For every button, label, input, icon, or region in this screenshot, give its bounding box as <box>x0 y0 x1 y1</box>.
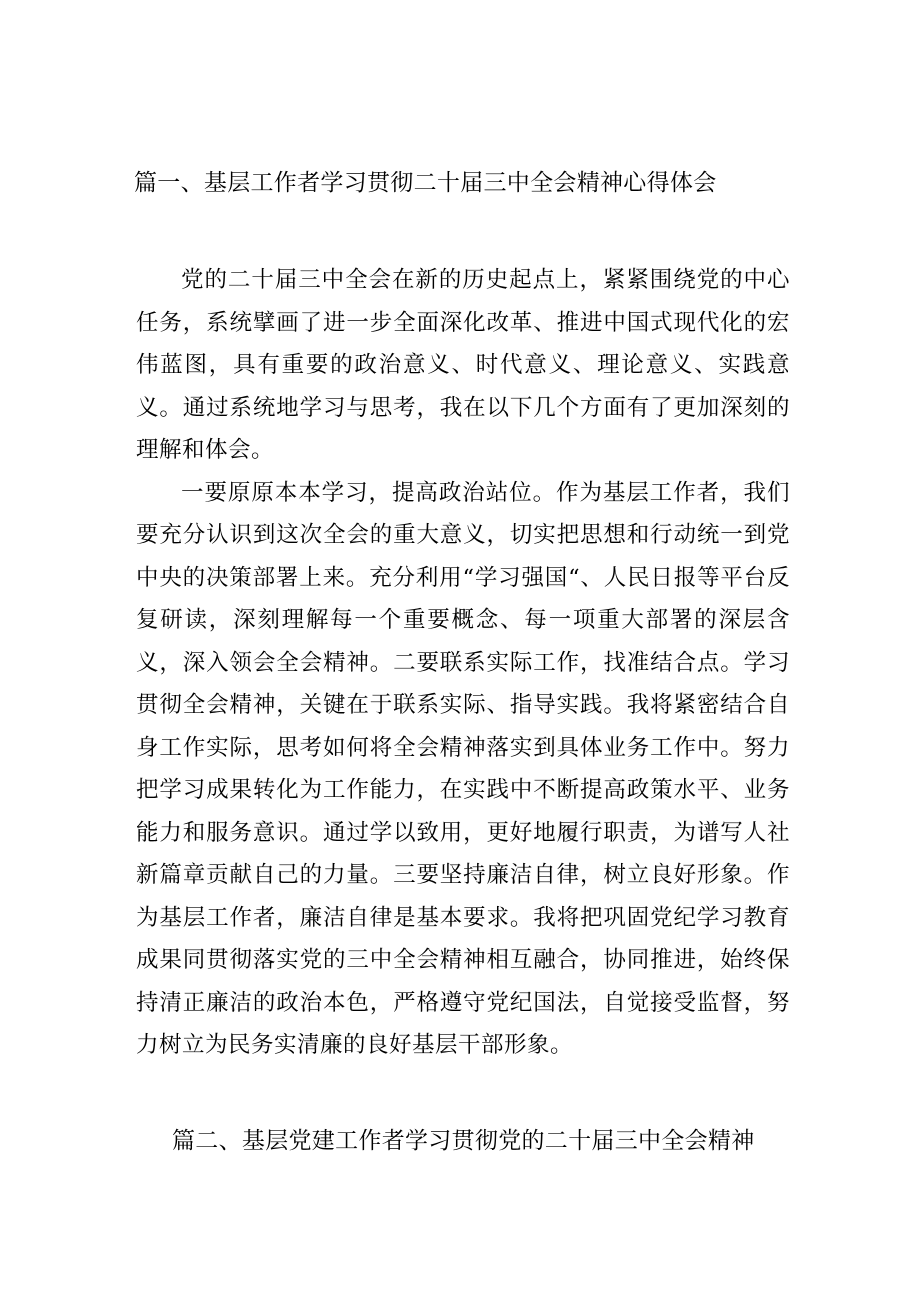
paragraph-main: 一要原原本本学习，提高政治站位。作为基层工作者，我们要充分认识到这次全会的重大意义，切实把思想和行动统一到党中央的决策部署上来。充分利用“学习强国“、人民日报等平台反复研读，深刻理解每一个重要概念、每一项重大部署的深层含义，深入领会全会精神。二要联系实际工作，找准结合点。学习贯彻全会精神，关键在于联系实际、指导实践。我将紧密结合自身工作实际，思考如何将全会精神落实到具体业务工作中。努力把学习成果转化为工作能力，在实践中不断提高政策水平、业务能力和服务意识。通过学以致用，更好地履行职责，为谱写人社新篇章贡献自己的力量。三要坚持廉洁自律，树立良好形象。作为基层工作者，廉洁自律是基本要求。我将把巩固党纪学习教育成果同贯彻落实党的三中全会精神相互融合，协同推进，始终保持清正廉洁的政治本色，严格遵守党纪国法，自觉接受监督，努力树立为民务实清廉的良好基层干部形象。 <box>136 479 790 1058</box>
paragraph-intro: 党的二十届三中全会在新的历史起点上，紧紧围绕党的中心任务，系统擘画了进一步全面深化改革、推进中国式现代化的宏伟蓝图，具有重要的政治意义、时代意义、理论意义、实践意义。通过系统地学习与思考，我在以下几个方面有了更加深刻的理解和体会。 <box>136 267 790 463</box>
section-title-1: 篇一、基层工作者学习贯彻二十届三中全会精神心得体会 <box>134 170 717 196</box>
section-1-body <box>136 259 790 1067</box>
section-title-2: 篇二、基层党建工作者学习贯彻党的二十届三中全会精神 <box>172 1128 755 1154</box>
